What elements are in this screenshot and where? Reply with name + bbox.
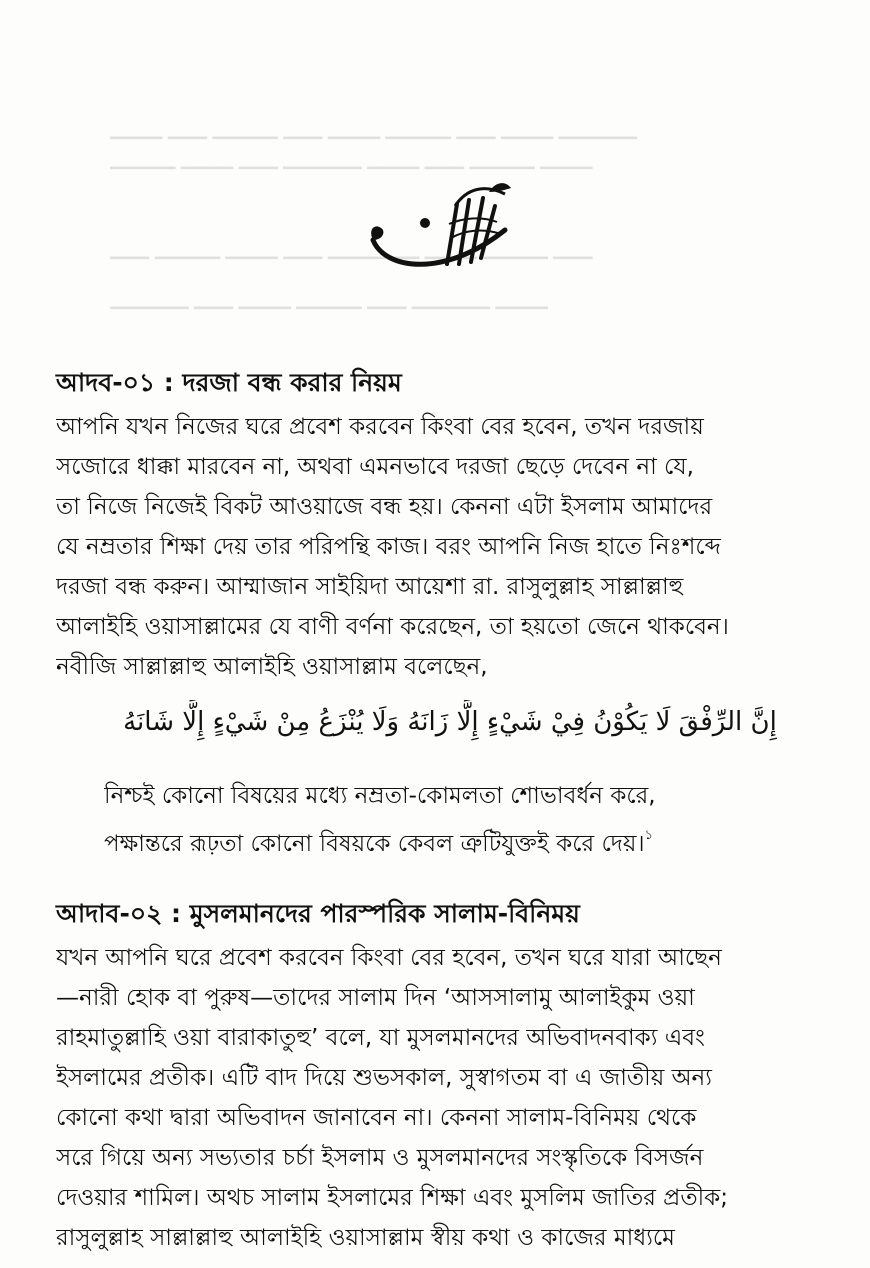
footnote-marker[interactable]: ১ (644, 828, 654, 843)
paragraph-line: সজোরে ধাক্কা মারবেন না, অথবা এমনভাবে দরজা ছেড়ে দেবেন না যে, (56, 454, 694, 480)
hadith-translation (104, 776, 804, 856)
paragraph-line: —নারী হোক বা পুরুষ—তাদের সালাম দিন ‘আসসালামু আলাইকুম ওয়া (56, 985, 695, 1011)
section-heading-adab-01: আদব-০১ : দরজা বন্ধ করার নিয়ম (56, 368, 402, 397)
adab-01-paragraph (56, 407, 826, 687)
bleed-through-texture: ▁▁▁ ▁▁▁▁▁ ▁▁▁▁ ▁▁▁ ▁▁▁▁▁▁▁ ▁▁▁▁ ▁▁▁▁▁ ▁▁▁ (110, 240, 593, 260)
paragraph-line: আলাইহি ওয়াসাল্লামের যে বাণী বর্ণনা করেছেন, তা হয়তো জেনে থাকবেন। (56, 614, 729, 640)
paragraph-line: তা নিজে নিজেই বিকট আওয়াজে বন্ধ হয়। কেননা এটা ইসলাম আমাদের (56, 494, 713, 520)
adab-02-paragraph (56, 938, 826, 1258)
calligraphy-ornament-icon (355, 178, 525, 288)
bleed-through-texture: ▁▁▁▁▁▁ ▁▁▁ ▁▁▁▁ ▁▁▁▁▁ ▁▁▁ ▁▁▁▁▁▁ ▁▁▁▁ (110, 290, 548, 310)
paragraph-line: যখন আপনি ঘরে প্রবেশ করবেন কিংবা বের হবেন, তখন ঘরে যারা আছেন (56, 945, 722, 971)
paragraph-line: দেওয়ার শামিল। অথচ সালাম ইসলামের শিক্ষা এবং মুসলিম জাতির প্রতীক; (56, 1185, 729, 1211)
paragraph-line: ইসলামের প্রতীক। এটি বাদ দিয়ে শুভসকাল, সুস্বাগতম বা এ জাতীয় অন্য (56, 1065, 712, 1091)
paragraph-line: আপনি যখন নিজের ঘরে প্রবেশ করবেন কিংবা বের হবেন, তখন দরজায় (56, 414, 704, 440)
paragraph-line: সরে গিয়ে অন্য সভ্যতার চর্চা ইসলাম ও মুসলমানদের সংস্কৃতিকে বিসর্জন (56, 1145, 704, 1171)
paragraph-line: রাসুলুল্লাহ সাল্লাল্লাহু আলাইহি ওয়াসাল্লাম স্বীয় কথা ও কাজের মাধ্যমে (56, 1225, 675, 1251)
translation-line (104, 816, 804, 856)
paragraph-line: রাহমাতুল্লাহি ওয়া বারাকাতুহু’ বলে, যা মুসলমানদের অভিবাদনবাক্য এবং (56, 1025, 705, 1051)
paragraph-line: কোনো কথা দ্বারা অভিবাদন জানাবেন না। কেননা সালাম-বিনিময় থেকে (56, 1105, 697, 1131)
paragraph-line: নবীজি সাল্লাল্লাহু আলাইহি ওয়াসাল্লাম বলেছেন, (56, 654, 488, 680)
bleed-through-texture: ▁▁▁▁▁ ▁▁▁▁ ▁▁▁ ▁▁▁▁▁▁ ▁▁▁▁ ▁▁▁ ▁▁▁▁▁ ▁▁▁▁ (110, 150, 593, 170)
paragraph-line: দরজা বন্ধ করুন। আম্মাজান সাইয়িদা আয়েশা রা. রাসুলুল্লাহ সাল্লাল্লাহু (56, 574, 684, 600)
bleed-through-texture: ▁▁▁▁ ▁▁▁ ▁▁▁▁▁ ▁▁▁ ▁▁▁▁ ▁▁▁▁▁ ▁▁▁ ▁▁▁▁ ▁▁▁▁▁▁ (110, 120, 637, 140)
arabic-hadith-text: إِنَّ الرِّفْقَ لَا يَكُوْنُ فِيْ شَيْءٍ إِلَّا زَانَهُ وَلَا يُنْزَعُ مِنْ شَيْءٍ إِلَّا شَانَهُ (123, 707, 777, 737)
paragraph-line: যে নম্রতার শিক্ষা দেয় তার পরিপন্থি কাজ। বরং আপনি নিজ হাতে নিঃশব্দে (56, 534, 721, 560)
translation-line-text: পক্ষান্তরে রূঢ়তা কোনো বিষয়কে কেবল ত্রুটিযুক্তই করে দেয়। (104, 831, 645, 856)
section-heading-adab-02: আদাব-০২ : মুসলমানদের পারস্পরিক সালাম-বিনিময় (56, 899, 580, 928)
translation-line: নিশ্চই কোনো বিষয়ের মধ্যে নম্রতা-কোমলতা শোভাবর্ধন করে, (104, 783, 656, 809)
